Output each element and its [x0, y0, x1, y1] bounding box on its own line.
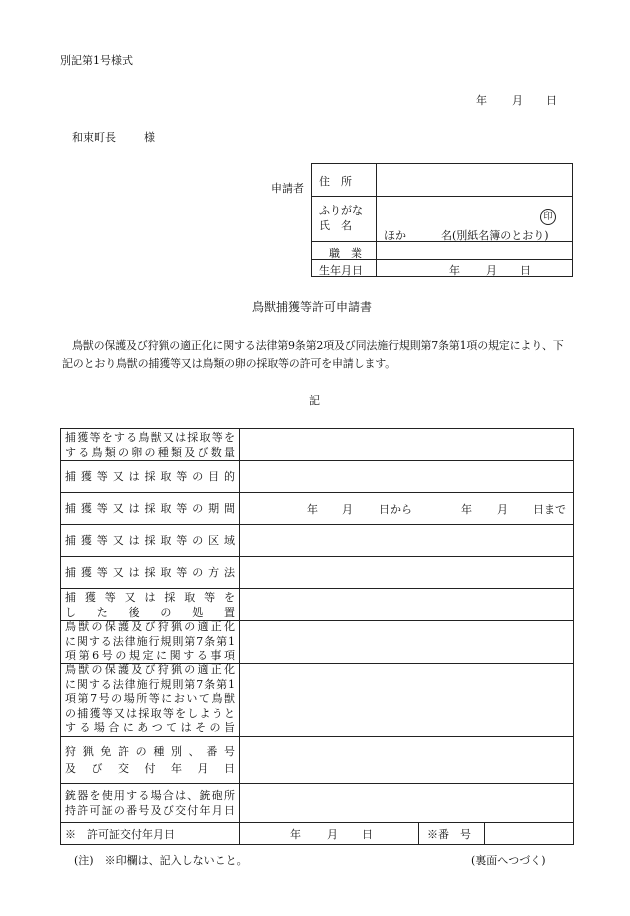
permit-date-label: ※ 許可証交付年月日 — [65, 828, 175, 841]
permit-month: 月 — [327, 828, 338, 841]
date-year: 年 — [476, 94, 487, 107]
address-label: 住 所 — [319, 175, 352, 188]
name-furigana: ほか — [384, 229, 406, 242]
date-month: 月 — [512, 94, 523, 107]
addressee-name: 和束町長 — [72, 131, 116, 144]
table-row-label: 鳥獣の保護及び狩猟の適正化 に関する法律施行規則第7条第1 項第6号の規定に関する事項 — [65, 620, 235, 662]
table-row-label: 鳥獣の保護及び狩猟の適正化 に関する法律施行規則第7条第1 項第7号の場所等において鳥獣 の捕獲等又は採取等をしようと する場合にあつてはその旨 — [65, 663, 235, 734]
birth-day: 日 — [520, 264, 531, 277]
furigana-label: ふりがな — [319, 204, 363, 217]
occupation-label: 職 業 — [329, 247, 362, 260]
table-row-label: 銃器を使用する場合は、銃砲所 持許可証の番号及び交付年月日 — [65, 789, 235, 817]
birth-year: 年 — [449, 264, 460, 277]
table-row-label: 捕獲等又は採取等の目的 — [65, 470, 235, 483]
ki-label: 記 — [309, 394, 320, 407]
table-row-label: 捕獲等又は採取等の方法 — [65, 566, 235, 579]
note: (注) ※印欄は、記入しないこと。 — [74, 854, 248, 867]
seal-label: 印 — [543, 212, 553, 222]
permit-number-label: ※番 号 — [427, 828, 471, 841]
table-row-label: 狩猟免許の種別、番号 及び交付年月日 — [65, 745, 235, 775]
permit-day: 日 — [362, 828, 373, 841]
document-title: 鳥獣捕獲等許可申請書 — [252, 300, 373, 314]
addressee-honorific: 様 — [144, 131, 155, 144]
form-id: 別記第1号様式 — [60, 54, 133, 67]
applicant-label: 申請者 — [271, 182, 304, 195]
table-row-label: 捕獲等をする鳥獣又は採取等を する鳥類の卵の種類及び数量 — [65, 431, 235, 459]
continued-note: (裏面へつづく) — [471, 854, 546, 867]
table-row-label: 捕獲等又は採取等の区域 — [65, 534, 235, 547]
seal-icon — [540, 209, 556, 225]
table-row-label: 捕獲等又は採取等を した後の処置 — [65, 591, 235, 619]
birth-month: 月 — [486, 264, 497, 277]
date-day: 日 — [546, 94, 557, 107]
permit-year: 年 — [290, 828, 301, 841]
body-text: 鳥獣の保護及び狩猟の適正化に関する法律第9条第2項及び同法施行規則第7条第1項の規定により、下記のとおり鳥獣の捕獲等又は鳥類の卵の採取等の許可を申請します。 — [62, 339, 564, 370]
table-row-label: 捕獲等又は採取等の期間 — [65, 502, 235, 515]
birthdate-label: 生年月日 — [319, 264, 363, 277]
name-note: 名(別紙名簿のとおり) — [441, 229, 549, 242]
name-label: 氏 名 — [319, 219, 352, 232]
